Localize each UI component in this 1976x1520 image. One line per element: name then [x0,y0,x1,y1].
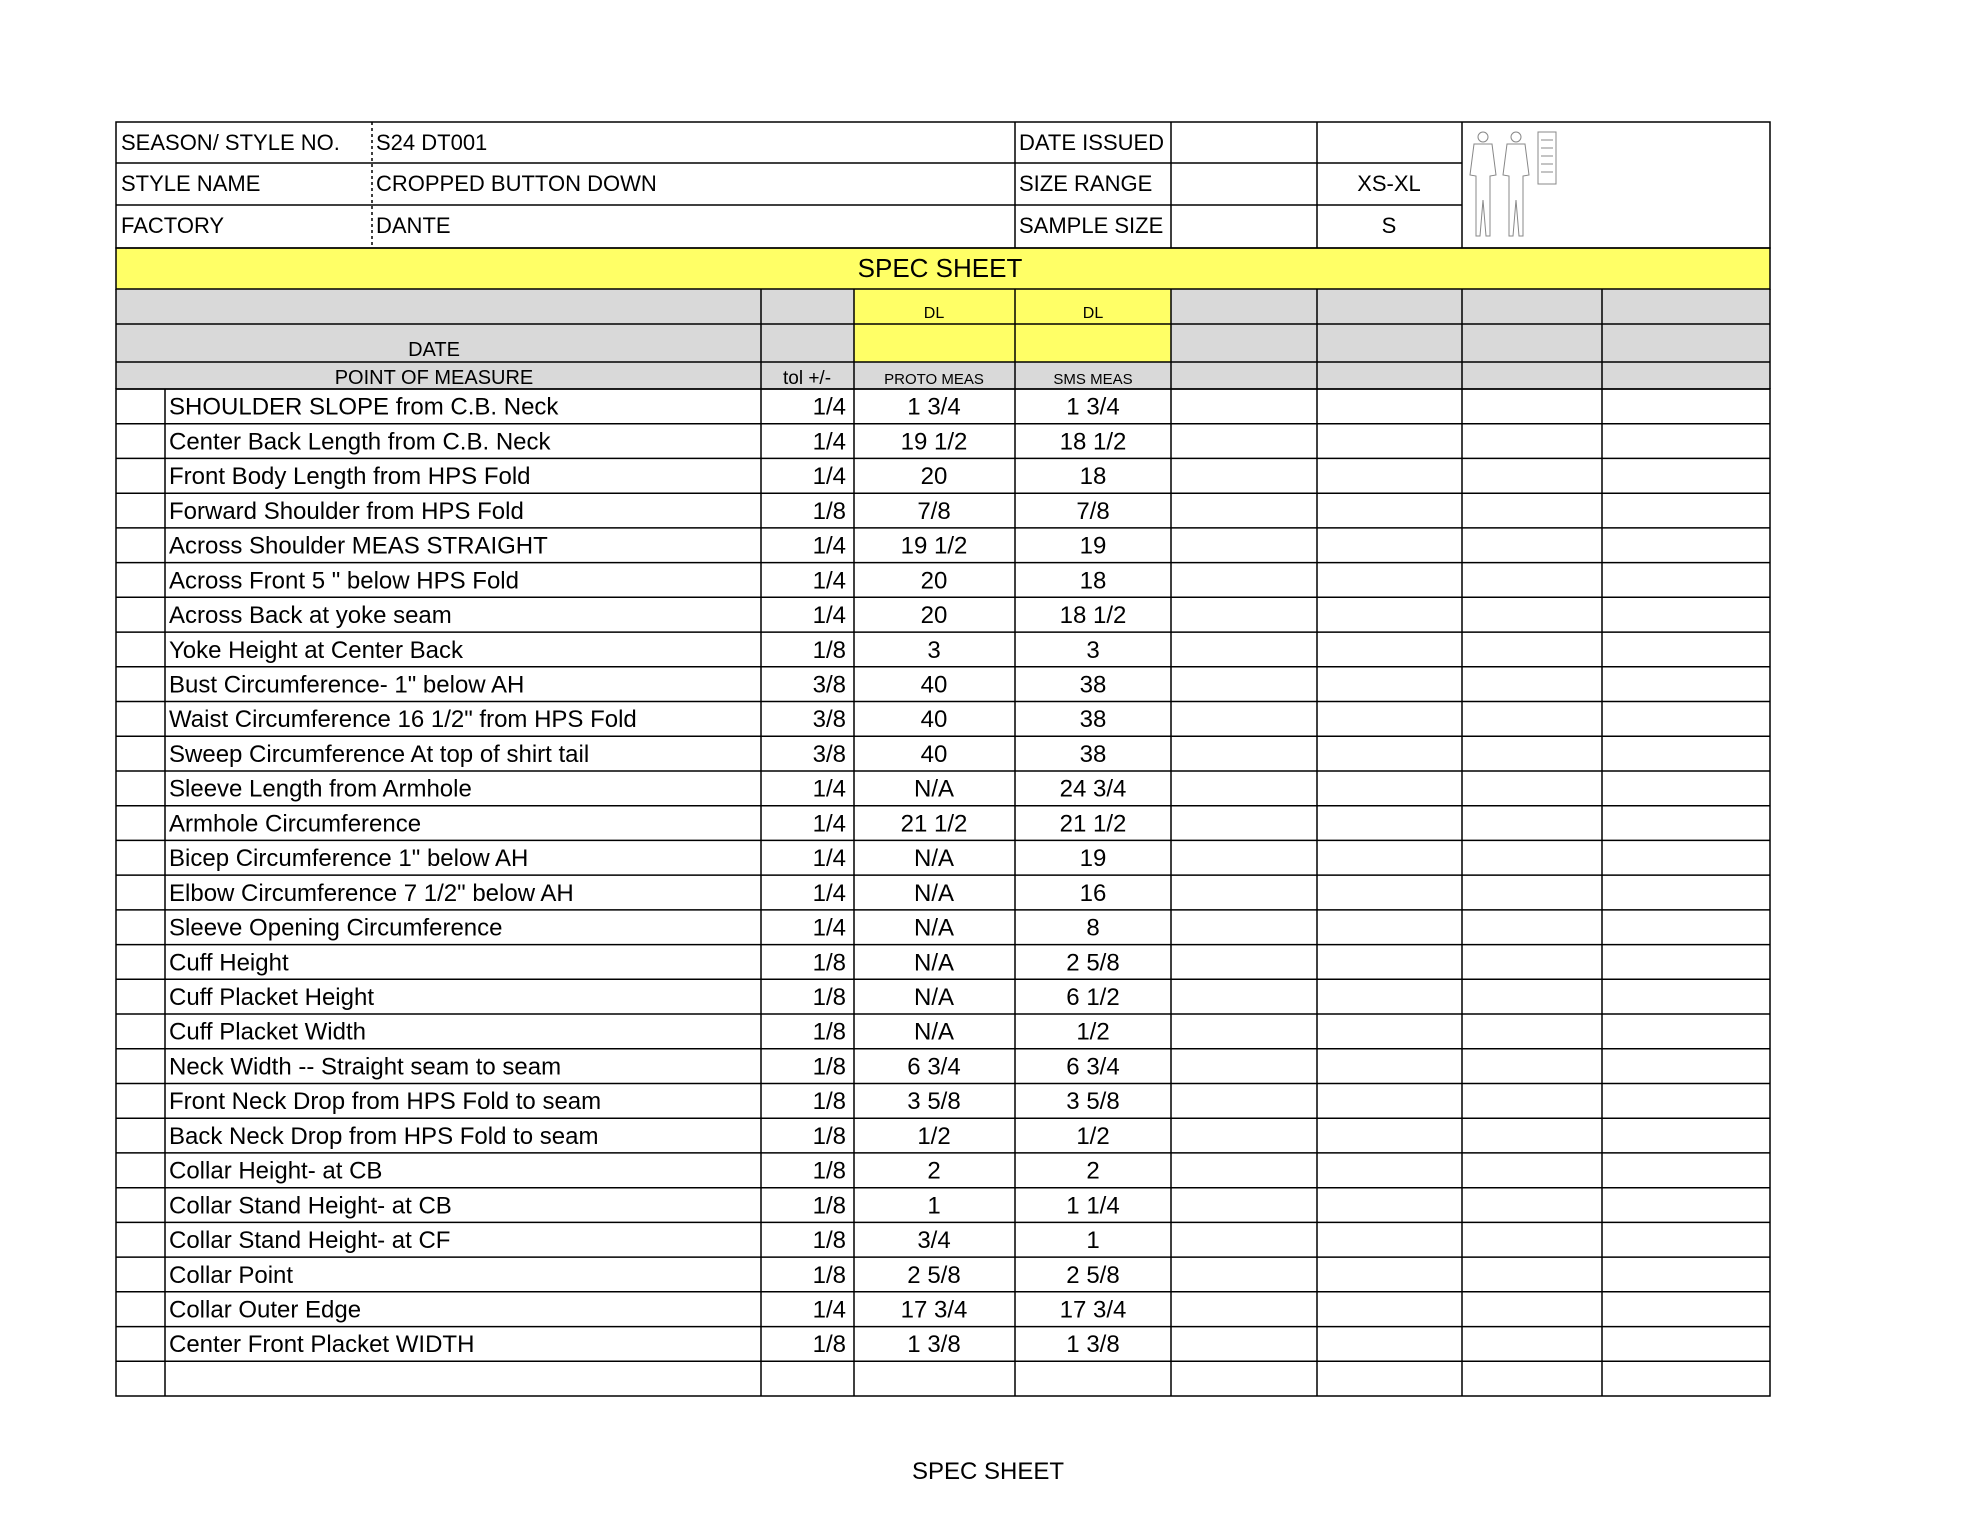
table-row [169,810,1126,837]
table-row [169,1123,1110,1150]
proto-measurement: 1/2 [917,1122,951,1150]
sms-measurement: 2 5/8 [1066,1261,1120,1289]
point-of-measure: Sleeve Opening Circumference [169,914,503,942]
tolerance: 1/4 [812,393,846,421]
proto-measurement: 40 [920,671,948,699]
tolerance: 1/4 [812,602,846,629]
point-of-measure: Sleeve Length from Armhole [169,775,472,803]
sms-measurement: 18 [1079,567,1107,595]
table-row [169,463,1106,490]
tolerance: 1/8 [812,1053,846,1081]
table-row [169,1262,1120,1289]
table-row [169,949,1120,976]
factory-value: DANTE [376,213,451,238]
point-of-measure: Back Neck Drop from HPS Fold to seam [169,1122,599,1150]
tolerance: 1/4 [812,567,846,595]
sample-size-value: S [1381,213,1397,238]
proto-measurement: 1 3/4 [907,393,961,421]
table-row [169,602,1126,629]
date-label: DATE [408,339,460,361]
point-of-measure: Collar Outer Edge [169,1296,362,1324]
sms-measurement: 18 1/2 [1059,602,1127,629]
proto-measurement: 17 3/4 [900,1296,968,1324]
sms-measurement: 1 1/4 [1066,1192,1120,1220]
tolerance: 1/4 [812,1296,846,1324]
table-row [169,1227,1100,1254]
sms-measurement: 18 [1079,463,1107,491]
proto-measurement: 1 3/8 [907,1331,961,1359]
tolerance: 1/8 [812,949,846,977]
table-row [169,880,1106,907]
proto-measurement: 6 3/4 [907,1053,961,1081]
point-of-measure: Center Front Placket WIDTH [169,1331,475,1359]
point-of-measure: Across Front 5 " below HPS Fold [169,567,519,595]
size-range-label: SIZE RANGE [1019,171,1153,196]
table-row [169,1192,1120,1219]
table-row [169,845,1106,872]
proto-measurement: 1 [927,1192,941,1220]
proto-measurement: 7/8 [917,497,951,525]
point-of-measure: Sweep Circumference At top of shirt tail [169,740,590,768]
table-row [169,428,1126,455]
proto-measurement: N/A [913,949,955,977]
table-row [169,1019,1110,1046]
table-row [169,672,1106,699]
table-row [169,1158,1100,1185]
point-of-measure: Cuff Height [169,949,289,977]
sms-measurement: 38 [1079,671,1107,699]
proto-measurement: 2 5/8 [907,1261,961,1289]
tolerance: 1/4 [812,775,846,803]
point-of-measure: Front Body Length from HPS Fold [169,463,531,491]
info-block [116,122,1770,248]
proto-measurement: N/A [913,1018,955,1046]
tolerance: 1/8 [812,1227,846,1255]
sms-measurement: 2 [1086,1157,1100,1185]
tolerance: 1/8 [812,984,846,1011]
tolerance: 3/8 [812,706,846,734]
point-of-measure: Across Shoulder MEAS STRAIGHT [169,532,548,560]
sms-measurement: 19 [1079,532,1107,560]
table-row [169,567,1106,594]
proto-measurement: N/A [913,775,955,803]
sms-measurement: 6 1/2 [1066,984,1120,1011]
tolerance: 1/8 [812,1018,846,1046]
table-row [169,1297,1126,1324]
sms-measurement: 38 [1079,706,1107,734]
point-of-measure: Front Neck Drop from HPS Fold to seam [169,1088,602,1116]
tol-header: tol +/- [782,368,832,389]
tolerance: 1/8 [812,636,846,664]
point-of-measure: Collar Stand Height- at CF [169,1227,451,1255]
tolerance: 3/8 [812,671,846,699]
sms-measurement: 3 5/8 [1066,1088,1120,1116]
point-of-measure: Cuff Placket Width [169,1018,366,1046]
sms-measurement: 1 [1086,1227,1100,1255]
table-row [169,776,1126,803]
point-of-measure: Neck Width -- Straight seam to seam [169,1053,562,1081]
proto-measurement: 3/4 [917,1227,951,1255]
point-of-measure: Cuff Placket Height [169,984,374,1011]
factory-label: FACTORY [121,213,225,238]
table-row [169,533,1106,560]
sms-initials-fill [1015,289,1171,362]
point-of-measure: Collar Point [169,1261,294,1289]
table-row [169,1054,1120,1081]
garment-sketch-image [1470,132,1556,236]
sms-measurement: 7/8 [1076,497,1110,525]
point-of-measure: Collar Stand Height- at CB [169,1192,452,1220]
footer-label: SPEC SHEET [911,1458,1065,1485]
point-of-measure: Bust Circumference- 1" below AH [169,671,525,699]
tolerance: 1/4 [812,428,846,456]
sms-measurement: 16 [1079,879,1107,907]
tolerance: 1/8 [812,1122,846,1150]
tolerance: 1/4 [812,914,846,942]
table-row [169,984,1120,1011]
tolerance: 1/4 [812,532,846,560]
sms-measurement: 38 [1079,740,1107,768]
proto-measurement: 20 [920,602,948,629]
info-text [121,130,1421,238]
sms-meas-header: SMS MEAS [1053,371,1133,388]
sms-measurement: 24 3/4 [1059,775,1127,803]
proto-measurement: 19 1/2 [900,532,968,560]
style-name-value: CROPPED BUTTON DOWN [376,171,657,196]
sample-size-label: SAMPLE SIZE [1019,213,1164,238]
spec-sheet-title: SPEC SHEET [857,253,1023,283]
proto-measurement: 40 [920,706,948,734]
table-row [169,741,1106,768]
tolerance: 1/8 [812,497,846,525]
season-style-label: SEASON/ STYLE NO. [121,130,340,155]
table-row [169,706,1106,733]
point-of-measure: Waist Circumference 16 1/2" from HPS Fold [169,706,637,734]
date-issued-label: DATE ISSUED [1019,130,1165,155]
table-row [169,1088,1120,1115]
sms-measurement: 1 3/8 [1066,1331,1120,1359]
point-of-measure: Forward Shoulder from HPS Fold [169,497,524,525]
tolerance: 1/8 [812,1261,846,1289]
proto-measurement: N/A [913,845,955,873]
sms-measurement: 18 1/2 [1059,428,1127,456]
point-of-measure: Bicep Circumference 1" below AH [169,845,529,873]
proto-measurement: N/A [913,984,955,1011]
proto-meas-header: PROTO MEAS [884,371,984,388]
tolerance: 1/4 [812,845,846,873]
proto-initials: DL [923,305,945,322]
proto-measurement: 2 [927,1157,941,1185]
table-row [169,394,1120,421]
proto-measurement: 19 1/2 [900,428,968,456]
sms-measurement: 1 3/4 [1066,393,1120,421]
tolerance: 1/8 [812,1192,846,1220]
proto-measurement: 20 [920,463,948,491]
size-range-value: XS-XL [1357,171,1421,196]
season-style-value: S24 DT001 [376,130,488,155]
point-of-measure: Across Back at yoke seam [169,602,452,629]
point-of-measure: Collar Height- at CB [169,1157,383,1185]
proto-measurement: 20 [920,567,948,595]
sms-measurement: 21 1/2 [1059,810,1127,838]
tolerance: 3/8 [812,740,846,768]
tolerance: 1/8 [812,1331,846,1359]
proto-initials-fill [854,289,1015,362]
sms-measurement: 6 3/4 [1066,1053,1120,1081]
sms-measurement: 1/2 [1076,1122,1110,1150]
sms-measurement: 19 [1079,845,1107,873]
point-of-measure: Center Back Length from C.B. Neck [169,428,551,456]
point-of-measure: Elbow Circumference 7 1/2" below AH [169,879,574,907]
sms-measurement: 3 [1086,636,1100,664]
sms-initials: DL [1082,305,1104,322]
sms-measurement: 8 [1086,914,1100,942]
proto-measurement: 21 1/2 [900,810,968,838]
point-of-measure: SHOULDER SLOPE from C.B. Neck [169,393,559,421]
tolerance: 1/4 [812,810,846,838]
tolerance: 1/8 [812,1157,846,1185]
pom-header: POINT OF MEASURE [334,367,534,389]
proto-measurement: N/A [913,914,955,942]
proto-measurement: 3 5/8 [907,1088,961,1116]
tolerance: 1/4 [812,463,846,491]
point-of-measure: Yoke Height at Center Back [169,636,463,664]
table-row [169,915,1100,942]
proto-measurement: 3 [927,636,941,664]
table-row [169,498,1110,525]
tolerance: 1/4 [812,879,846,907]
measurement-table [169,394,1126,1358]
sms-measurement: 2 5/8 [1066,949,1120,977]
proto-measurement: N/A [913,879,955,907]
sms-measurement: 17 3/4 [1059,1296,1127,1324]
table-row [169,637,1100,664]
sms-measurement: 1/2 [1076,1018,1110,1046]
point-of-measure: Armhole Circumference [169,810,422,838]
table-row [169,1331,1120,1358]
proto-measurement: 40 [920,740,948,768]
tolerance: 1/8 [812,1088,846,1116]
style-name-label: STYLE NAME [121,171,261,196]
